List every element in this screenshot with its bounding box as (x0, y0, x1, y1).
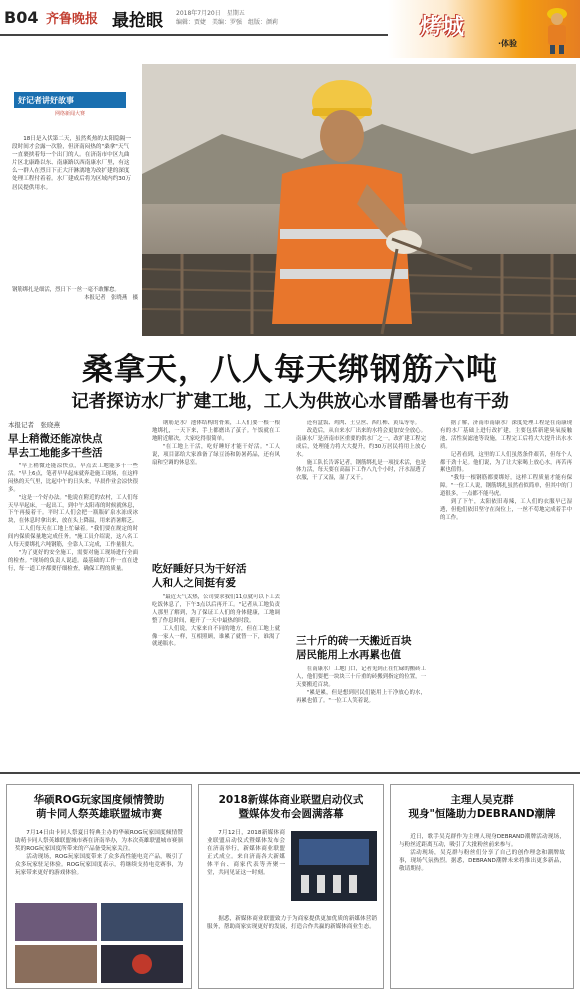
worker-photo-illustration (142, 64, 576, 336)
ads-divider (0, 772, 580, 774)
paragraph: 7月14日由卡同人祭夏日特典主办的华硕ROG玩家国度倾情赞助萌卡同人祭英雄联盟城市赛在济南举办，为本次英雄联盟城市赛颁奖的ROG玩家国度所带来的产品备受玩家关注。 (15, 830, 183, 852)
ad-debrand (390, 784, 574, 989)
article-column-4 (440, 420, 572, 768)
paragraph: 近日，歌手吴克群作为主理人现身DEBRAND潮牌活动现场，与粉丝近距离互动，吸引了大批粉丝前来参与。 (399, 834, 565, 848)
intro-text: 18日是入伏第二天，虽然炙热的太阳隐隔一段时间才会露一次脸，但济南闷热的"桑拿"天气一直裹挟着每一个出门的人。在济南市中区九曲片区北康路以东、南康路以西南康水厂里，有这么一群人在烈日下正大汗淋漓地为改扩建的深度处理工程付着着。水厂建成后将为区域内约30万居民提供用水。 (12, 136, 131, 191)
paragraph: "为了更好的安全施工，需要对施工现场进行全面的检查。"现场的负责人说道。最基础的工作一直在进行，每一道工序都要仔细检查，确保工程的质量。 (8, 549, 138, 572)
paragraph: 还有盒饭、鸡肉、土豆丝、西红柿、黄瓜等等。 (306, 420, 421, 426)
section-heading-3: 三十斤的砖一天搬近百块 居民能用上水再累也值 (296, 635, 412, 661)
paragraph: 到了下午，太阳依旧毒辣，工人们的衣服早已湿透，但他们依旧坚守在岗位上，一丝不苟地完成着手中的工作。 (440, 499, 572, 521)
paragraph: 据了解，济南市南康水厂深度处理工程是在南康现有的水厂基础上进行改扩建，主要包括新建臭氧接触池、活性炭滤池等设施，工程完工后将大大提升出水水质。 (440, 420, 572, 450)
photo-credit: 本报记者 张晓燕 摄 (84, 295, 138, 301)
paragraph: 活动现场，吴克群与粉丝们分享了自己的创作理念和潮牌故事，现场气氛热烈。据悉，DEBRAND潮牌未来将推出更多新品，敬请期待。 (399, 850, 565, 872)
paragraph: "这是一个好办法。"他说在附近的农村，工人们每天早早起床，一起出工，到中午太阳毒的时候就休息，下午再接着干。平时工人们会把一瓶瓶矿泉水冻成冰块，在休息时拿出来，放在头上降温，用来消暑解乏。 (8, 494, 138, 525)
article-column-3b (296, 666, 426, 768)
photo-caption-text: 钢筋绑扎是细活，烈日下一丝一毫不敢懈怠。 (12, 287, 120, 293)
issue-date: 2018年7月20日 星期五 (176, 10, 245, 17)
paragraph: 记者看到，这里的工人们虽然条件艰苦，但每个人都干劲十足。他们说，为了让大家喝上放心水，再苦再累也值得。 (440, 451, 572, 474)
main-photo (142, 64, 576, 336)
paragraph: "我每一根钢筋都要绑好，这样工程质量才能有保障。"一位工人说，钢筋绑扎虽然看似简单，但其中的门道很多，一点都不能马虎。 (440, 475, 572, 498)
ad-body (15, 829, 183, 897)
paragraph: 施工队长告诉记者，钢筋绑扎是一项技术活，也是体力活，每天要在高温下工作八九个小时，汗水湿透了衣服，干了又湿，湿了又干。 (296, 459, 426, 482)
paragraph: 工人们说，大家来自不同的地方，但在工地上就像一家人一样，互相照顾，谁累了就替一下，谁渴了就递瓶水。 (152, 625, 280, 648)
ad-body (399, 833, 565, 983)
paragraph: "早上稍微还能凉快点，早点去工地能多干一些活。"早上6点，笔者早早起床就奔赴施工现场，在这样闷热的天气里，比起中午的日头来，早晨作业会凉快很多。 (8, 463, 138, 493)
ad-new-media-alliance (198, 784, 384, 989)
ad-title: 主理人吴克群 现身"恒隆助力DEBRAND潮牌 (408, 794, 556, 820)
paragraph: "累是累，但是想到居民们能用上干净放心的水，再累也值了。"一位工人笑着说。 (296, 689, 426, 704)
article-column-3a (296, 420, 426, 632)
paragraph: 据悉，新媒体商业联盟致力于为商家提供更加优质的新媒体营销服务，帮助商家实现更好的发展，打造合作共赢的新媒体商业生态。 (207, 916, 377, 930)
ad-title: 华硕ROG玩家国度倾情赞助 萌卡同人祭英雄联盟城市赛 (33, 794, 165, 820)
paragraph: 改造后，从自来水厂出来的水将会更加安全放心。南康水厂是济南市区重要的供水厂之一，改扩建工程完成后，处理能力将大大提升，约30万居民将用上放心水。 (296, 427, 426, 458)
page-number: B04 (4, 8, 39, 27)
article-byline: 本报记者 张晓燕 (8, 421, 60, 429)
ad-body (207, 829, 285, 909)
paragraph: 在南康水厂工地门口，记者见到正在忙碌的搬砖工人，他们要把一块块三十斤重的砖搬到指定的位置，一天要搬近百块。 (296, 666, 426, 688)
worker-illustration-icon (540, 4, 574, 54)
article-column-2a (152, 420, 280, 562)
ad-asus-rog (6, 784, 192, 989)
photo-caption (12, 286, 138, 302)
paragraph: 活动现场，ROG玩家国度带来了众多高性能电竞产品，吸引了众多玩家驻足体验。ROG玩家国度表示，将继续支持电竞赛事，为玩家带来更好的游戏体验。 (15, 854, 183, 876)
article-column-1 (8, 463, 138, 768)
paragraph: "在工地上干活，吃好睡好才能干好活。"工人说，项目部给大家准备了绿豆汤和防暑药品，还有风扇和空调的休息室。 (152, 443, 280, 466)
ad-event-photos (15, 903, 183, 983)
section-heading-2: 吃好睡好只为干好活 人和人之间挺有爱 (152, 563, 247, 589)
paragraph: 钢筋是水厂池体结构的骨架，工人们要一根一根地绑扎，一天下来，手上都磨出了茧子。午饭就在工地附近解决，大家吃得很简单。 (152, 420, 280, 442)
editor-credits: 编辑：贾婕 美编：罗强 组版：颜莉 (176, 19, 279, 26)
banner-subtitle: ·体验 (498, 39, 518, 48)
article-column-2b (152, 594, 280, 768)
page-header (0, 0, 580, 62)
story-tag-subtitle: 网络新闻大赛 (54, 111, 85, 117)
paragraph: 工人们每天在工地上忙碌着。"我们要在规定的时间内保质保量地完成任务。"施工员介绍说，这八名工人每天要绑扎六吨钢筋，全靠人工完成，工作量很大。 (8, 526, 138, 549)
section-name: 最抢眼 (112, 11, 163, 31)
ad-body-2 (207, 915, 377, 985)
section-heading-1: 早上稍微还能凉快点 早去工地能多干些活 (8, 433, 103, 459)
subheadline: 记者探访水厂扩建工地，工人为供放心水冒酷暑也有干劲 (71, 392, 509, 412)
newspaper-brand: 齐鲁晚报 (46, 12, 99, 27)
ad-stage-photo (291, 831, 377, 901)
banner-title: 烤城 (420, 14, 465, 40)
headline: 桑拿天，八人每天绑钢筋六吨 (82, 352, 498, 388)
paragraph: 7月12日，2018新媒体商业联盟启动仪式暨媒体发布会在济南举行，新媒体商业联盟正式成立。来自济南各大新媒体平台、商家代表等齐聚一堂，共同见证这一时刻。 (207, 830, 285, 876)
paragraph: "最近天气太热，公司要求我们11点就可以下工去吃饭休息了，下午3点以后再开工。"记者从工地负责人那里了解到，为了保证工人们的身体健康，工地调整了作息时间，避开了一天中最热的时段。 (152, 594, 280, 624)
story-tag: 好记者讲好故事 (14, 92, 126, 108)
ad-title: 2018新媒体商业联盟启动仪式 暨媒体发布会圆满落幕 (218, 794, 364, 820)
